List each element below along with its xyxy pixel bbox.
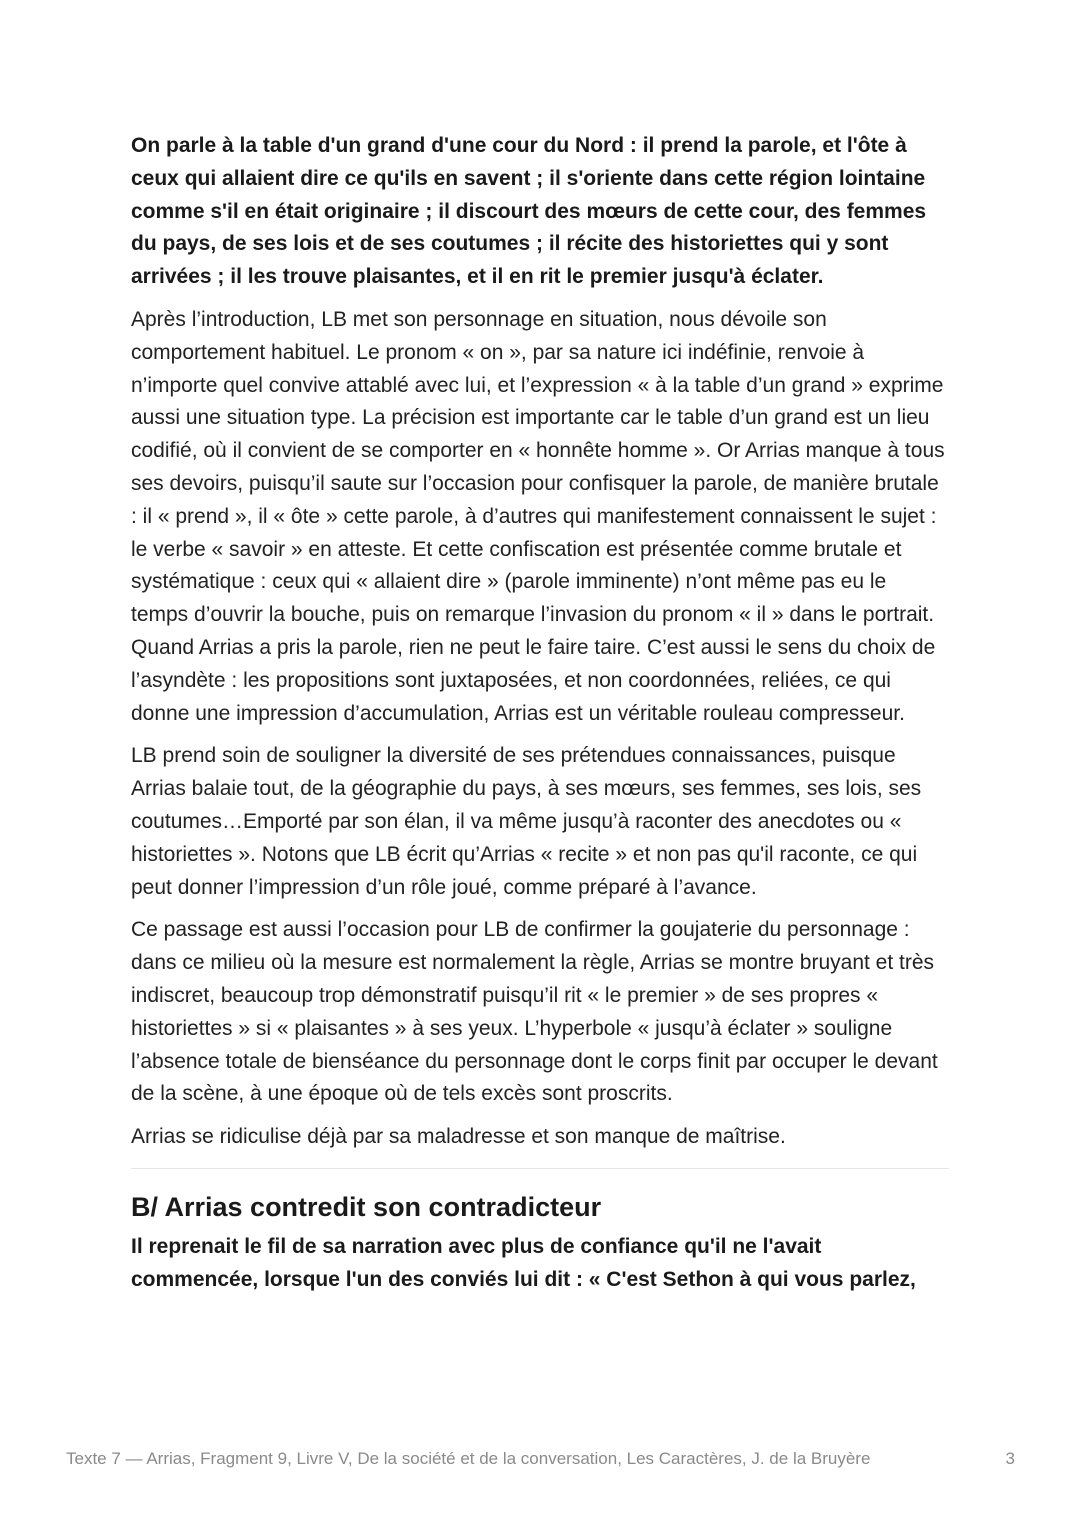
page-number: 3 bbox=[1005, 1449, 1015, 1468]
quoted-excerpt: Il reprenait le fil de sa narration avec plus de confiance qu'il ne l'avait commencée, lorsque l'un des conviés lui dit : « C'est Sethon à qui vous parlez, bbox=[131, 1234, 916, 1291]
commentary-paragraph: LB prend soin de souligner la diversité de ses prétendues connaissances, puisque Arrias balaie tout, de la géographie du pays, à ses mœurs, ses femmes, ses lois, ses coutumes…Emporté par son élan, il va même jusqu’à raconter des anecdotes ou « historiettes ». Notons que LB écrit qu’Arrias « recite » et non pas qu'il raconte, ce qui peut donner l’impression d’un rôle joué, comme préparé à l’avance. bbox=[131, 744, 922, 899]
commentary-paragraph: Arrias se ridiculise déjà par sa maladresse et son manque de maîtrise. bbox=[131, 1125, 786, 1149]
page-footer: Texte 7 — Arrias, Fragment 9, Livre V, De la société et de la conversation, Les Caractères, J. de la Bruyère bbox=[66, 1449, 871, 1468]
section-heading: B/ Arrias contredit son contradicteur bbox=[131, 1191, 602, 1222]
commentary-paragraph: Ce passage est aussi l’occasion pour LB de confirmer la goujaterie du personnage : dans ce milieu où la mesure est normalement la règle, Arrias se montre bruyant et très indiscret, beaucoup trop démonstratif puisqu’il rit « le premier » de ses propres « historiettes » si « plaisantes » à ses yeux. L’hyperbole « jusqu’à éclater » souligne l’absence totale de bienséance du personnage dont le corps finit par occuper le devant de la scène, à une époque où de tels excès sont proscrits. bbox=[131, 918, 938, 1106]
document-body bbox=[131, 130, 949, 1307]
section-divider bbox=[131, 1168, 949, 1169]
quoted-excerpt: On parle à la table d'un grand d'une cour du Nord : il prend la parole, et l'ôte à ceux qui allaient dire ce qu'ils en savent ; il s'oriente dans cette région lointaine comme s'il en était originaire ; il discourt des mœurs de cette cour, des femmes du pays, de ses lois et de ses coutumes ; il récite des historiettes qui y sont arrivées ; il les trouve plaisantes, et il en rit le premier jusqu'à éclater. bbox=[131, 134, 927, 289]
commentary-paragraph: Après l’introduction, LB met son personnage en situation, nous dévoile son comportement habituel. Le pronom « on », par sa nature ici indéfinie, renvoie à n’importe quel convive attablé avec lui, et l’expression « à la table d’un grand » exprime aussi une situation type. La précision est importante car le table d’un grand est un lieu codifié, où il convient de se comporter en « honnête homme ». Or Arrias manque à tous ses devoirs, puisqu’il saute sur l’occasion pour confisquer la parole, de manière brutale : il « prend », il « ôte » cette parole, à d’autres qui manifestement connaissent le sujet : le verbe « savoir » en atteste. Et cette confiscation est présentée comme brutale et systématique : ceux qui « allaient dire » (parole imminente) n’ont même pas eu le temps d’ouvrir la bouche, puis on remarque l’invasion du pronom « il » dans le portrait. Quand Arrias a pris la parole, rien ne peut le faire taire. C’est aussi le sens du choix de l’asyndète : les propositions sont juxtaposées, et non coordonnées, reliées, ce qui donne une impression d’accumulation, Arrias est un véritable rouleau compresseur. bbox=[131, 307, 945, 725]
